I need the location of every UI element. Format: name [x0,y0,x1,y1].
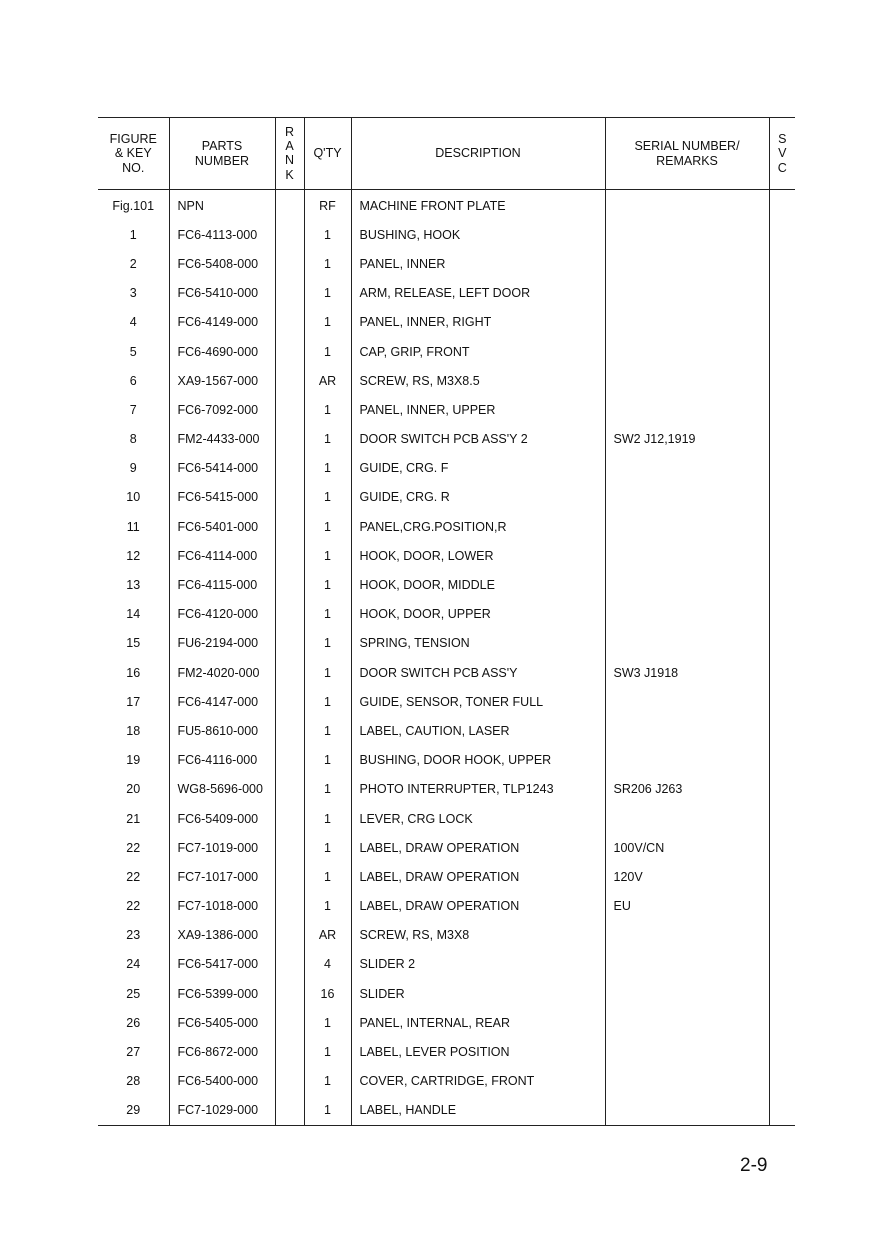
serial-remarks-cell: SR206 J263 [605,775,769,804]
rank-cell [275,979,304,1008]
svc-cell [769,570,795,599]
qty-cell: 1 [304,892,351,921]
serial-remarks-cell [605,395,769,424]
figure-key-cell: 25 [126,986,141,1001]
rank-cell [275,220,304,249]
table-row [98,570,795,599]
figure-key-cell: 5 [129,344,137,359]
part-number-cell: FC6-8672-000 [169,1037,275,1066]
qty-cell: AR [304,921,351,950]
description-cell: LABEL, DRAW OPERATION [351,862,605,891]
header-description: DESCRIPTION [351,118,605,190]
serial-remarks-cell [605,220,769,249]
figure-key-cell: 19 [126,753,141,768]
svc-cell [769,892,795,921]
svc-cell [769,454,795,483]
table-row [98,249,795,278]
table-row [98,950,795,979]
description-cell: GUIDE, SENSOR, TONER FULL [351,687,605,716]
serial-remarks-cell [605,921,769,950]
figure-key-cell: 13 [126,578,141,593]
qty-cell: 1 [304,629,351,658]
part-number-cell: FC6-5410-000 [169,279,275,308]
table-row [98,308,795,337]
description-cell: HOOK, DOOR, MIDDLE [351,570,605,599]
table-row [98,629,795,658]
part-number-cell: FC6-5401-000 [169,512,275,541]
rank-cell [275,512,304,541]
table-row [98,775,795,804]
qty-cell: 1 [304,483,351,512]
part-number-cell: XA9-1386-000 [169,921,275,950]
qty-cell: 1 [304,220,351,249]
rank-cell [275,833,304,862]
serial-remarks-cell [605,746,769,775]
rank-cell [275,862,304,891]
svc-cell [769,249,795,278]
table-row [98,1067,795,1096]
part-number-cell: FC6-4690-000 [169,337,275,366]
part-number-cell: FC6-4120-000 [169,600,275,629]
table-row [98,454,795,483]
rank-cell [275,658,304,687]
qty-cell: 1 [304,746,351,775]
figure-key-cell: 6 [129,373,137,388]
part-number-cell: FC7-1029-000 [169,1096,275,1126]
header-rank: R A N K [275,118,304,190]
figure-key-cell: 10 [126,490,141,505]
part-number-cell: FU5-8610-000 [169,716,275,745]
figure-key-cell: 21 [126,811,141,826]
description-cell: SCREW, RS, M3X8 [351,921,605,950]
svc-cell [769,629,795,658]
table-row [98,279,795,308]
part-number-cell: FC6-7092-000 [169,395,275,424]
svc-cell [769,600,795,629]
description-cell: COVER, CARTRIDGE, FRONT [351,1067,605,1096]
serial-remarks-cell [605,249,769,278]
table-row [98,862,795,891]
figure-key-cell: 22 [126,899,141,914]
rank-cell [275,483,304,512]
rank-cell [275,308,304,337]
qty-cell: 1 [304,658,351,687]
figure-key-cell: 29 [98,1096,169,1126]
parts-list-sheet [98,117,795,1126]
part-number-cell: FC6-5409-000 [169,804,275,833]
figure-key-cell: 22 [126,869,141,884]
description-cell: LABEL, DRAW OPERATION [351,892,605,921]
description-cell: SLIDER 2 [351,950,605,979]
qty-cell: RF [304,190,351,221]
table-header [98,118,795,190]
figure-key-cell: 22 [126,840,141,855]
description-cell: CAP, GRIP, FRONT [351,337,605,366]
rank-cell [275,1067,304,1096]
figure-key-cell: 1 [129,227,137,242]
serial-remarks-cell [605,1067,769,1096]
figure-key-cell: 26 [126,1015,141,1030]
rank-cell [275,921,304,950]
rank-cell [275,746,304,775]
description-cell: PANEL,CRG.POSITION,R [351,512,605,541]
svc-cell [769,1096,795,1126]
serial-remarks-cell [605,483,769,512]
table-row [98,687,795,716]
qty-cell: 1 [304,833,351,862]
qty-cell: 1 [304,600,351,629]
description-cell: DOOR SWITCH PCB ASS'Y [351,658,605,687]
qty-cell: 1 [304,804,351,833]
rank-cell [275,1037,304,1066]
qty-cell: 1 [304,454,351,483]
serial-remarks-cell [605,1008,769,1037]
table-row [98,833,795,862]
figure-key-cell: 23 [126,928,141,943]
serial-remarks-cell [605,979,769,1008]
qty-cell: 1 [304,541,351,570]
rank-cell [275,366,304,395]
part-number-cell: FU6-2194-000 [169,629,275,658]
rank-cell [275,716,304,745]
svc-cell [769,833,795,862]
rank-cell [275,190,304,221]
svc-cell [769,862,795,891]
serial-remarks-cell [605,308,769,337]
qty-cell: 1 [304,687,351,716]
figure-key-cell: 8 [129,432,137,447]
part-number-cell: FC7-1018-000 [169,892,275,921]
serial-remarks-cell [605,541,769,570]
part-number-cell: NPN [169,190,275,221]
rank-cell [275,337,304,366]
serial-remarks-cell: EU [605,892,769,921]
table-row [98,804,795,833]
description-cell: HOOK, DOOR, UPPER [351,600,605,629]
table-row [98,1008,795,1037]
serial-remarks-cell [605,600,769,629]
part-number-cell: FC6-5408-000 [169,249,275,278]
description-cell: LABEL, CAUTION, LASER [351,716,605,745]
serial-remarks-cell: SW3 J1918 [605,658,769,687]
svc-cell [769,1037,795,1066]
header-qty: Q'TY [304,118,351,190]
figure-key-cell: 20 [126,782,141,797]
rank-cell [275,279,304,308]
description-cell: PANEL, INNER [351,249,605,278]
table-row [98,1096,795,1126]
serial-remarks-cell: 120V [605,862,769,891]
qty-cell: 1 [304,775,351,804]
description-cell: SPRING, TENSION [351,629,605,658]
svc-cell [769,1008,795,1037]
qty-cell: 1 [304,1096,351,1126]
serial-remarks-cell [605,950,769,979]
qty-cell: 1 [304,425,351,454]
figure-key-cell: 7 [129,402,137,417]
part-number-cell: FC6-4114-000 [169,541,275,570]
rank-cell [275,804,304,833]
svc-cell [769,279,795,308]
table-row [98,483,795,512]
part-number-cell: FC6-5399-000 [169,979,275,1008]
figure-key-cell: 16 [126,665,141,680]
description-cell: LABEL, LEVER POSITION [351,1037,605,1066]
svc-cell [769,541,795,570]
description-cell: PANEL, INTERNAL, REAR [351,1008,605,1037]
part-number-cell: FC6-5414-000 [169,454,275,483]
part-number-cell: FC6-4147-000 [169,687,275,716]
figure-key-cell: 14 [126,607,141,622]
table-row [98,337,795,366]
header-svc: S V C [769,118,795,190]
part-number-cell: FC6-5405-000 [169,1008,275,1037]
figure-key-cell: 18 [126,723,141,738]
description-cell: LEVER, CRG LOCK [351,804,605,833]
table-row [98,1037,795,1066]
description-cell: BUSHING, HOOK [351,220,605,249]
table-body [98,190,795,1126]
table-row [98,190,795,221]
serial-remarks-cell [605,629,769,658]
table-row [98,512,795,541]
part-number-cell: FM2-4433-000 [169,425,275,454]
qty-cell: 1 [304,1067,351,1096]
table-row [98,395,795,424]
table-row [98,716,795,745]
description-cell: PHOTO INTERRUPTER, TLP1243 [351,775,605,804]
serial-remarks-cell [605,337,769,366]
serial-remarks-cell [605,454,769,483]
rank-cell [275,541,304,570]
table-row [98,425,795,454]
parts-table [98,117,795,1126]
qty-cell: 1 [304,570,351,599]
figure-key-cell: 24 [126,957,141,972]
table-row [98,746,795,775]
description-cell: MACHINE FRONT PLATE [351,190,605,221]
qty-cell: 1 [304,395,351,424]
qty-cell: 16 [304,979,351,1008]
svc-cell [769,337,795,366]
serial-remarks-cell [605,570,769,599]
description-cell: SCREW, RS, M3X8.5 [351,366,605,395]
part-number-cell: FC6-5417-000 [169,950,275,979]
description-cell: ARM, RELEASE, LEFT DOOR [351,279,605,308]
svc-cell [769,716,795,745]
table-row [98,220,795,249]
qty-cell: 1 [304,279,351,308]
part-number-cell: FM2-4020-000 [169,658,275,687]
figure-key-cell: 2 [129,256,137,271]
qty-cell: 1 [304,308,351,337]
description-cell: DOOR SWITCH PCB ASS'Y 2 [351,425,605,454]
qty-cell: AR [304,366,351,395]
qty-cell: 4 [304,950,351,979]
header-figure-key-no: FIGURE & KEY NO. [98,118,169,190]
rank-cell [275,629,304,658]
serial-remarks-cell [605,1037,769,1066]
serial-remarks-cell [605,1096,769,1126]
qty-cell: 1 [304,862,351,891]
svc-cell [769,1067,795,1096]
rank-cell [275,395,304,424]
figure-key-cell: 17 [126,694,141,709]
qty-cell: 1 [304,337,351,366]
rank-cell [275,454,304,483]
table-row [98,658,795,687]
header-parts-number: PARTS NUMBER [169,118,275,190]
serial-remarks-cell [605,804,769,833]
part-number-cell: FC6-4116-000 [169,746,275,775]
svc-cell [769,483,795,512]
description-cell: LABEL, DRAW OPERATION [351,833,605,862]
serial-remarks-cell [605,190,769,221]
qty-cell: 1 [304,716,351,745]
svc-cell [769,979,795,1008]
qty-cell: 1 [304,1008,351,1037]
description-cell: GUIDE, CRG. R [351,483,605,512]
rank-cell [275,1008,304,1037]
rank-cell [275,892,304,921]
part-number-cell: FC6-5415-000 [169,483,275,512]
description-cell: PANEL, INNER, UPPER [351,395,605,424]
part-number-cell: FC6-4113-000 [169,220,275,249]
rank-cell [275,687,304,716]
description-cell: LABEL, HANDLE [351,1096,605,1126]
part-number-cell: WG8-5696-000 [169,775,275,804]
table-row [98,921,795,950]
svc-cell [769,512,795,541]
serial-remarks-cell: 100V/CN [605,833,769,862]
svc-cell [769,308,795,337]
rank-cell [275,775,304,804]
serial-remarks-cell [605,279,769,308]
table-row [98,600,795,629]
part-number-cell: FC7-1017-000 [169,862,275,891]
description-cell: HOOK, DOOR, LOWER [351,541,605,570]
figure-key-cell: 28 [126,1074,141,1089]
rank-cell [275,600,304,629]
svc-cell [769,220,795,249]
svc-cell [769,425,795,454]
serial-remarks-cell [605,687,769,716]
rank-cell [275,1096,304,1126]
description-cell: GUIDE, CRG. F [351,454,605,483]
rank-cell [275,425,304,454]
rank-cell [275,570,304,599]
description-cell: SLIDER [351,979,605,1008]
serial-remarks-cell [605,512,769,541]
table-row [98,541,795,570]
qty-cell: 1 [304,1037,351,1066]
svc-cell [769,687,795,716]
figure-key-cell: 3 [129,286,137,301]
qty-cell: 1 [304,249,351,278]
description-cell: BUSHING, DOOR HOOK, UPPER [351,746,605,775]
svc-cell [769,775,795,804]
part-number-cell: XA9-1567-000 [169,366,275,395]
serial-remarks-cell [605,366,769,395]
rank-cell [275,249,304,278]
description-cell: PANEL, INNER, RIGHT [351,308,605,337]
rank-cell [275,950,304,979]
header-serial-number-remarks: SERIAL NUMBER/ REMARKS [605,118,769,190]
figure-key-cell: 9 [129,461,137,476]
svc-cell [769,921,795,950]
part-number-cell: FC6-4149-000 [169,308,275,337]
svc-cell [769,804,795,833]
figure-key-cell: 11 [126,519,140,534]
svc-cell [769,366,795,395]
svc-cell [769,190,795,221]
figure-key-cell: 15 [126,636,141,651]
svc-cell [769,658,795,687]
table-row [98,892,795,921]
table-row [98,366,795,395]
svc-cell [769,395,795,424]
part-number-cell: FC6-4115-000 [169,570,275,599]
svc-cell [769,746,795,775]
qty-cell: 1 [304,512,351,541]
figure-key-cell: 27 [126,1045,141,1060]
page-number: 2-9 [740,1155,768,1176]
svc-cell [769,950,795,979]
figure-key-cell: Fig.101 [112,198,155,213]
serial-remarks-cell [605,716,769,745]
figure-key-cell: 12 [126,548,141,563]
part-number-cell: FC7-1019-000 [169,833,275,862]
serial-remarks-cell: SW2 J12,1919 [605,425,769,454]
table-row [98,979,795,1008]
header-row [98,118,795,190]
part-number-cell: FC6-5400-000 [169,1067,275,1096]
figure-key-cell: 4 [129,315,137,330]
